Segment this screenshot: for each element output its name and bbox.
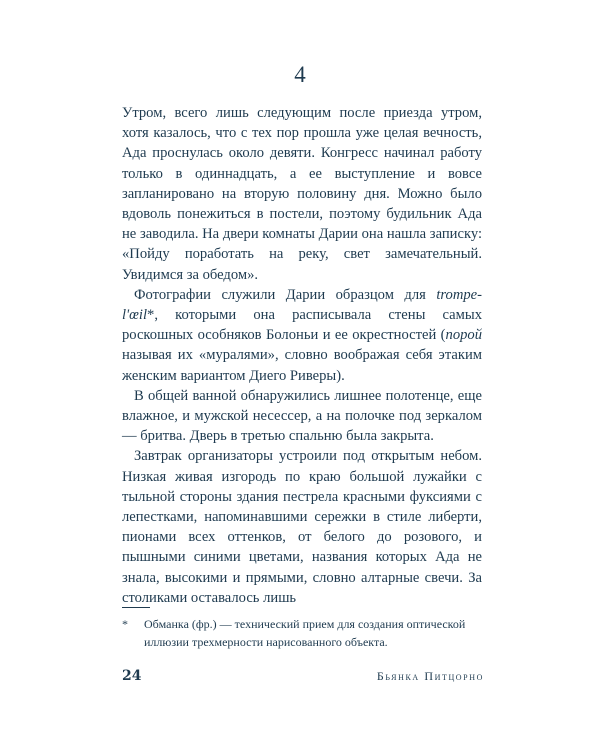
paragraph-1 <box>122 103 482 285</box>
paragraph-2-text-c: называя их «муралями», словно воображая себя этаким женским вариантом Диего Риверы). <box>122 347 482 384</box>
footnote-mark: * <box>122 617 128 631</box>
chapter-number: 4 <box>294 62 306 87</box>
paragraph-3-text: В общей ванной обнаружились лишнее полотенце, еще влажное, и мужской несессер, а на полочке под зеркалом — бритва. Дверь в третью спальню была закрыта. <box>122 387 482 445</box>
footnote <box>122 615 484 651</box>
page-number: 24 <box>122 668 142 684</box>
footnote-reference: * <box>147 307 155 324</box>
paragraph-2-italic-term: trompe-l'œil <box>122 286 482 324</box>
running-head-author: Бьянка Питцорно <box>376 669 484 683</box>
paragraph-3 <box>122 386 482 447</box>
paragraph-1-text: Утром, всего лишь следующим после приезда утром, хотя казалось, что с тех пор прошла уже целая вечность, Ада проснулась около девяти. Конгресс начинал работу только в одиннадцать, а ее выступление и вовсе запланировано на вторую половину дня. Можно было вдоволь понежиться в постели, поэтому будильник Ада не заводила. На двери комнаты Дарии она нашла записку: «Пойду поработать на реку, свет замечательный. Увидимся за обедом». <box>122 105 482 283</box>
body-text <box>122 103 482 608</box>
paragraph-2-italic-word: порой <box>445 327 482 344</box>
footnote-text: Обманка (фр.) — технический прием для создания оптической иллюзии трехмерности нарисованного объекта. <box>144 617 466 649</box>
paragraph-4-text: Завтрак организаторы устроили под открытым небом. Низкая живая изгородь по краю большой лужайки с тыльной стороны здания пестрела красными фуксиями с лепестками, напоминавшими сережки в стиле либерти, пионами всех оттенков, от белого до розового, и пышными синими цветами, названия которых Ада не знала, высокими и прямыми, словно алтарные свечи. За столиками оставалось лишь <box>122 448 482 606</box>
paragraph-2-text-a: Фотографии служили Дарии образцом для <box>134 286 437 303</box>
footnote-divider <box>122 607 150 608</box>
paragraph-2 <box>122 285 482 386</box>
paragraph-4 <box>122 446 482 608</box>
paragraph-2-text-b: , которыми она расписывала стены самых роскошных особняков Болоньи и ее окрестностей ( <box>122 307 482 344</box>
